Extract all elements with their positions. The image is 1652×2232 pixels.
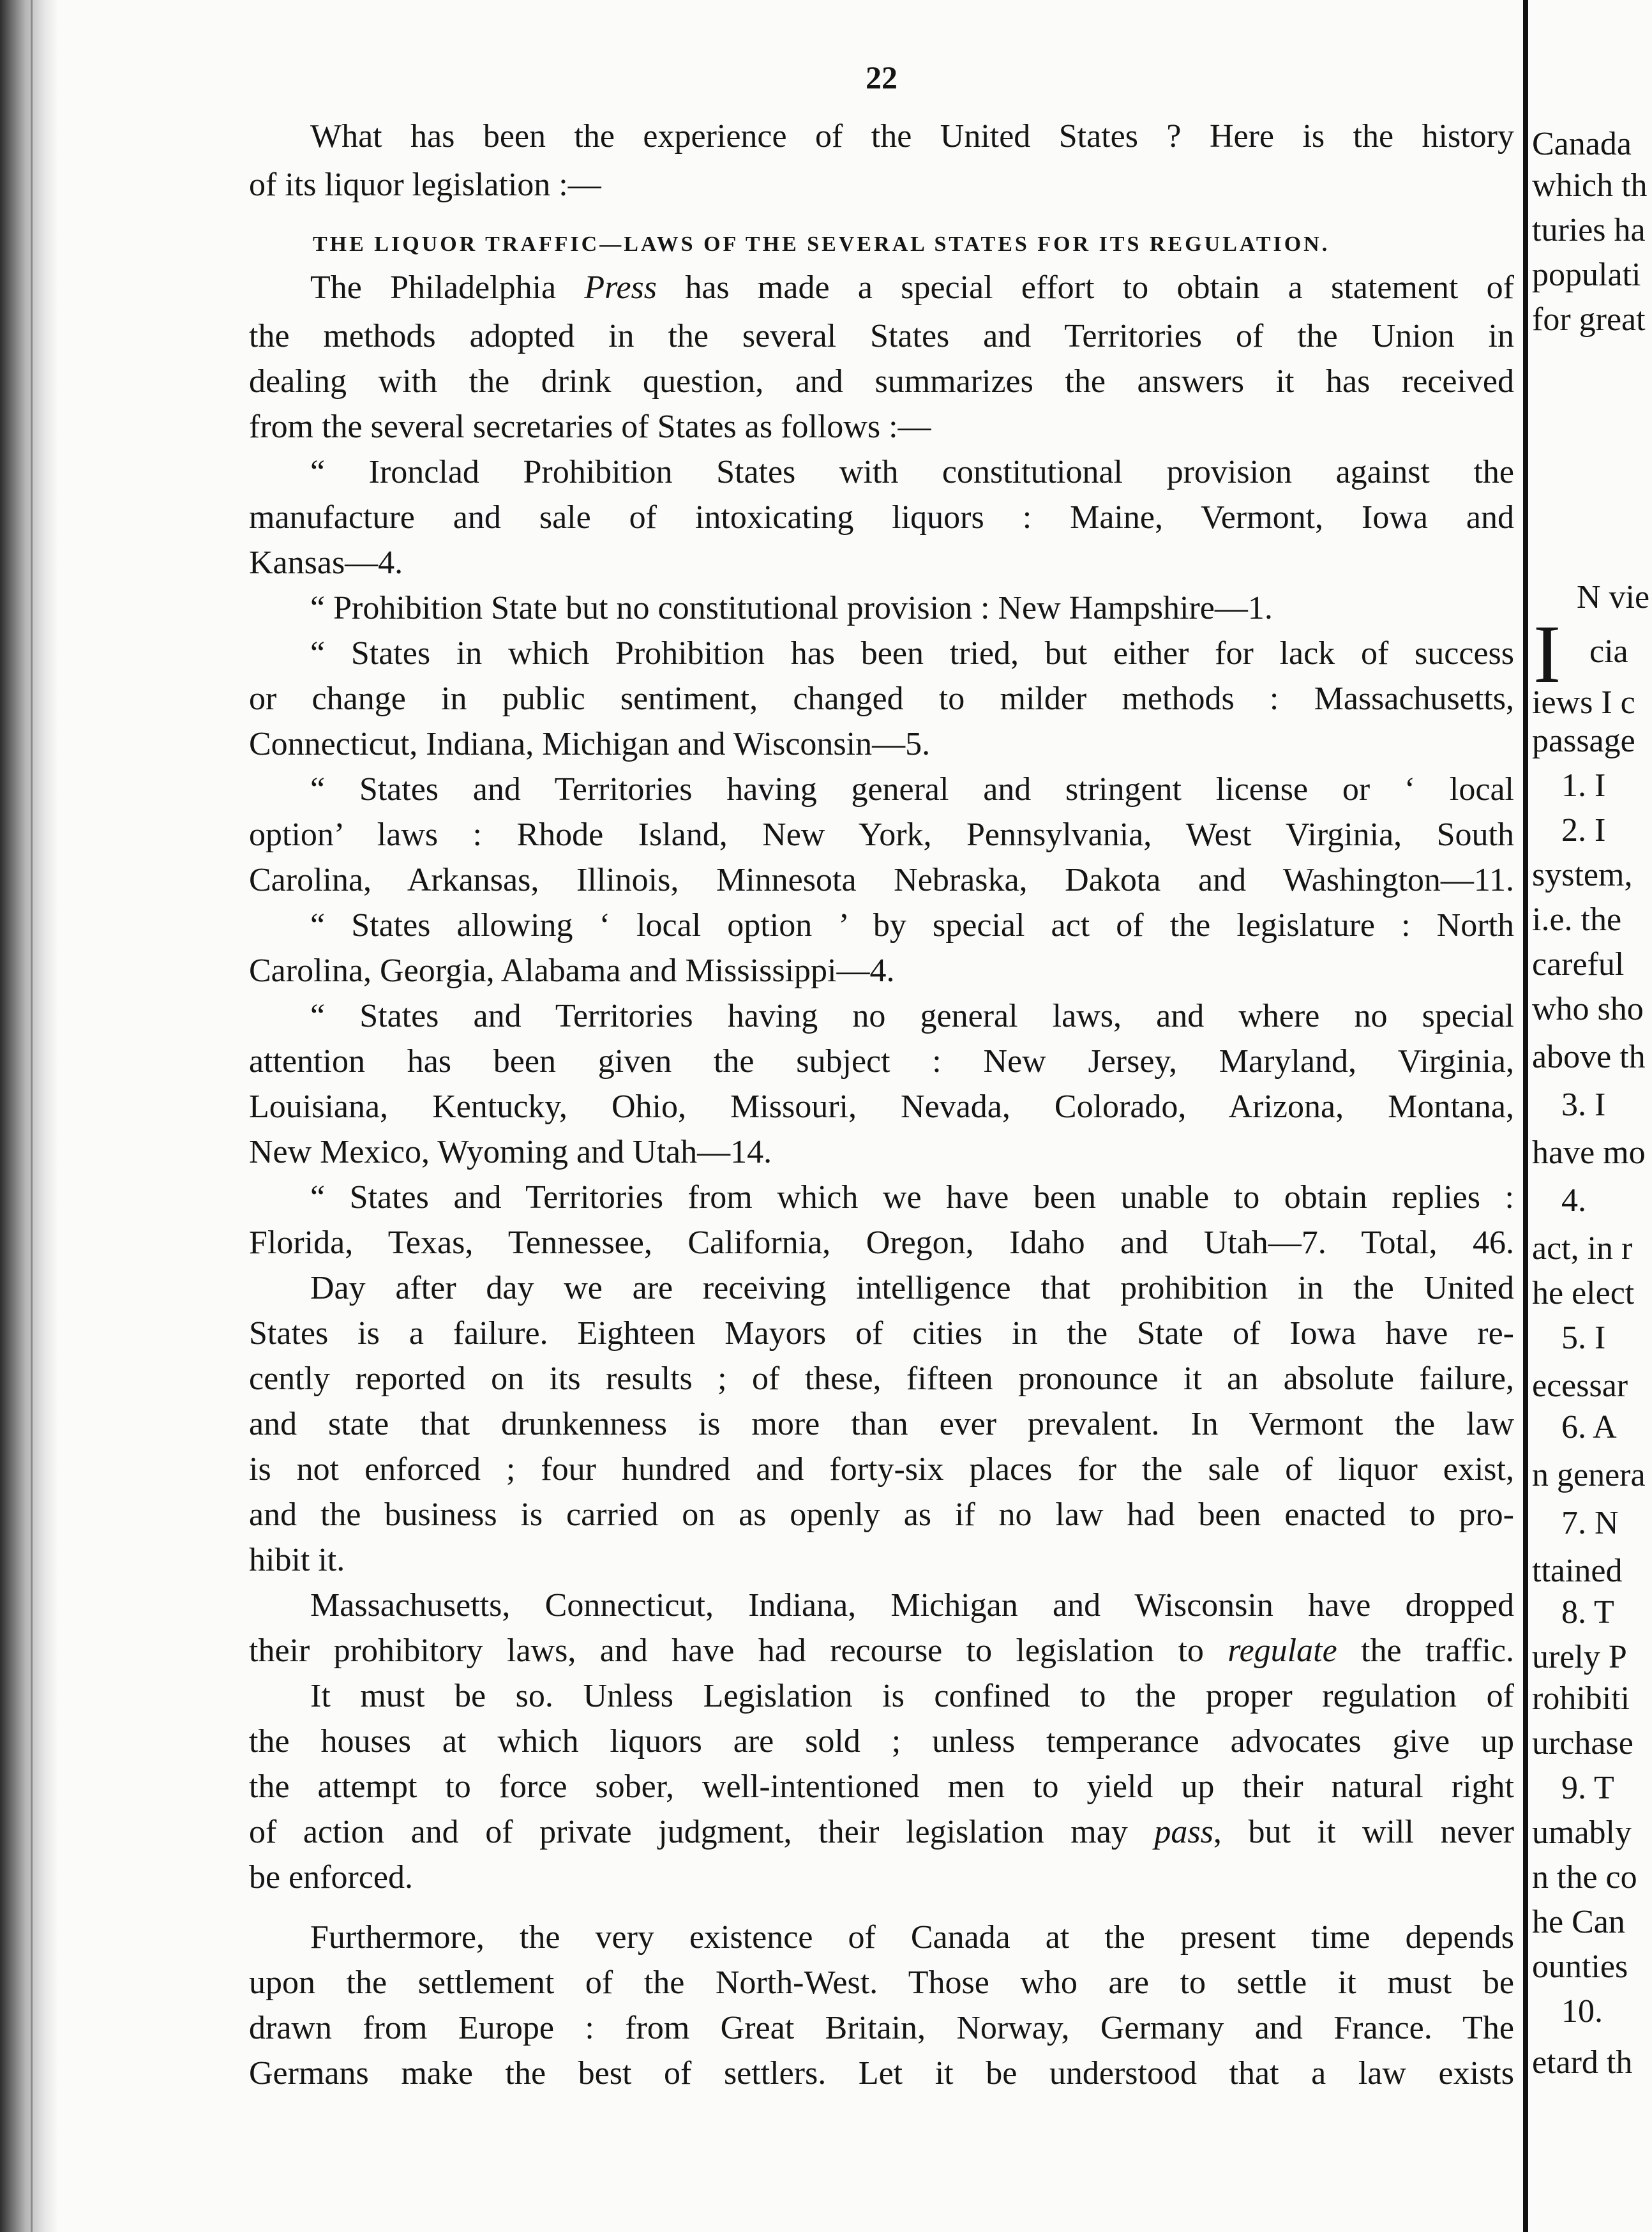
fragment-line: rohibiti xyxy=(1532,1680,1630,1717)
fragment-line: 10. xyxy=(1561,1993,1603,2030)
fragment-line: act, in r xyxy=(1532,1230,1633,1267)
text-line: Carolina, Arkansas, Illinois, Minnesota Nebraska, Dakota and Washington—11. xyxy=(249,862,1514,898)
text-line: New Mexico, Wyoming and Utah—14. xyxy=(249,1134,772,1170)
fragment-line: for great xyxy=(1532,301,1646,338)
text-line: upon the settlement of the North-West. Those who are to settle it must be xyxy=(249,1964,1514,2001)
fragment-line: he elect xyxy=(1532,1275,1635,1311)
fragment-line: n the co xyxy=(1532,1859,1637,1896)
left-page xyxy=(249,0,1514,2232)
text-line: What has been the experience of the United States ? Here is the history xyxy=(310,118,1514,155)
page-divider xyxy=(1523,0,1528,2232)
text-line: the houses at which liquors are sold ; unless temperance advocates give up xyxy=(249,1723,1514,1760)
binding-gutter xyxy=(0,0,59,2232)
emphasis-pass: pass xyxy=(1154,1814,1213,1850)
fragment-line: iews I c xyxy=(1532,684,1635,721)
fragment-line: 2. I xyxy=(1561,812,1606,848)
fragment-line: 5. I xyxy=(1561,1320,1606,1356)
fragment-line: populati xyxy=(1532,257,1641,293)
section-heading: THE LIQUOR TRAFFIC—LAWS OF THE SEVERAL STATES FOR ITS REGULATION. xyxy=(313,232,1330,256)
emphasis-regulate: regulate xyxy=(1228,1633,1337,1669)
fragment-line: 6. A xyxy=(1561,1409,1617,1445)
text-line: “ States and Territories from which we have been unable to obtain replies : xyxy=(310,1179,1514,1216)
text-line: dealing with the drink question, and summarizes the answers it has received xyxy=(249,363,1514,400)
fragment-line: ounties xyxy=(1532,1949,1628,1985)
text-line: drawn from Europe : from Great Britain, Norway, Germany and France. The xyxy=(249,2010,1514,2046)
text-line: “ Ironclad Prohibition States with constitutional provision against the xyxy=(310,454,1514,490)
drop-cap: I xyxy=(1533,608,1561,700)
text-line: “ Prohibition State but no constitutional provision : New Hampshire—1. xyxy=(310,590,1273,626)
fragment-line: N vie xyxy=(1577,579,1650,615)
text-line: manufacture and sale of intoxicating liquors : Maine, Vermont, Iowa and xyxy=(249,499,1514,536)
text-line: the methods adopted in the several States and Territories of the Union in xyxy=(249,318,1514,354)
text-line: Massachusetts, Connecticut, Indiana, Michigan and Wisconsin have dropped xyxy=(310,1587,1514,1624)
text-line: be enforced. xyxy=(249,1859,413,1896)
fragment-line: have mo xyxy=(1532,1135,1646,1171)
fragment-line: ttained xyxy=(1532,1553,1623,1589)
text-line: or change in public sentiment, changed to milder methods : Massachusetts, xyxy=(249,681,1514,717)
fragment-line: urchase xyxy=(1532,1725,1633,1761)
gutter-line xyxy=(31,0,33,2232)
text-line: option’ laws : Rhode Island, New York, Pennsylvania, West Virginia, South xyxy=(249,817,1514,853)
text-line: Connecticut, Indiana, Michigan and Wisconsin—5. xyxy=(249,726,931,762)
fragment-line: 8. T xyxy=(1561,1594,1614,1631)
fragment-line: Canada xyxy=(1532,126,1632,162)
fragment-line: 3. I xyxy=(1561,1087,1606,1123)
text-line: from the several secretaries of States as follows :— xyxy=(249,409,931,445)
fragment-line: cia xyxy=(1589,633,1628,670)
fragment-line: who sho xyxy=(1532,991,1644,1027)
text-line: the attempt to force sober, well-intentioned men to yield up their natural right xyxy=(249,1768,1514,1805)
text-line: “ States and Territories having general and stringent license or ‘ local xyxy=(310,771,1514,808)
fragment-line: ecessar xyxy=(1532,1368,1628,1404)
text-line: attention has been given the subject : New Jersey, Maryland, Virginia, xyxy=(249,1043,1514,1080)
text-line: “ States and Territories having no general laws, and where no special xyxy=(310,998,1514,1034)
fragment-line: above th xyxy=(1532,1039,1646,1075)
fragment-line: umably xyxy=(1532,1814,1632,1851)
text-line: of its liquor legislation :— xyxy=(249,167,601,203)
newspaper-name: Press xyxy=(584,269,657,306)
text-line: Florida, Texas, Tennessee, California, Oregon, Idaho and Utah—7. Total, 46. xyxy=(249,1225,1514,1261)
text-line: hibit it. xyxy=(249,1542,345,1578)
text-line: “ States allowing ‘ local option ’ by special act of the legislature : North xyxy=(310,907,1514,944)
text-line: “ States in which Prohibition has been tried, but either for lack of success xyxy=(310,635,1514,672)
fragment-line: turies ha xyxy=(1532,212,1646,248)
fragment-line: 7. N xyxy=(1561,1505,1619,1541)
text-line: of action and of private judgment, their legislation may pass, but it will never xyxy=(249,1814,1514,1850)
fragment-line: which th xyxy=(1532,167,1648,204)
text-line: Furthermore, the very existence of Canada at the present time depends xyxy=(310,1919,1514,1956)
fragment-line: 1. I xyxy=(1561,767,1606,804)
fragment-line: 9. T xyxy=(1561,1770,1614,1806)
text-line: their prohibitory laws, and have had recourse to legislation to regulate the traffic. xyxy=(249,1633,1514,1669)
text-line: Carolina, Georgia, Alabama and Mississippi—4. xyxy=(249,953,895,989)
fragment-line: urely P xyxy=(1532,1639,1627,1675)
text-line: Kansas—4. xyxy=(249,545,403,581)
text-line: It must be so. Unless Legislation is confined to the proper regulation of xyxy=(310,1678,1514,1714)
fragment-line: system, xyxy=(1532,857,1633,893)
text-line: The Philadelphia Press has made a special effort to obtain a statement of xyxy=(310,269,1514,306)
text-line: is not enforced ; four hundred and forty-six places for the sale of liquor exist, xyxy=(249,1451,1514,1488)
right-page-fragment xyxy=(1528,0,1652,2232)
fragment-line: i.e. the xyxy=(1532,901,1622,938)
fragment-line: careful xyxy=(1532,946,1625,983)
fragment-line: 4. xyxy=(1561,1182,1586,1219)
text-line: and the business is carried on as openly as if no law had been enacted to pro- xyxy=(249,1497,1514,1533)
fragment-line: n genera xyxy=(1532,1457,1646,1493)
page-number: 22 xyxy=(866,59,897,95)
text-line: States is a failure. Eighteen Mayors of cities in the State of Iowa have re- xyxy=(249,1315,1514,1352)
text-line: Day after day we are receiving intelligence that prohibition in the United xyxy=(310,1270,1514,1306)
fragment-line: passage xyxy=(1532,723,1635,759)
text-line: cently reported on its results ; of these, fifteen pronounce it an absolute failure, xyxy=(249,1361,1514,1397)
text-line: and state that drunkenness is more than ever prevalent. In Vermont the law xyxy=(249,1406,1514,1442)
fragment-line: etard th xyxy=(1532,2044,1633,2081)
text-line: Germans make the best of settlers. Let it be understood that a law exists xyxy=(249,2055,1514,2092)
fragment-line: he Can xyxy=(1532,1904,1625,1940)
text-line: Louisiana, Kentucky, Ohio, Missouri, Nevada, Colorado, Arizona, Montana, xyxy=(249,1089,1514,1125)
